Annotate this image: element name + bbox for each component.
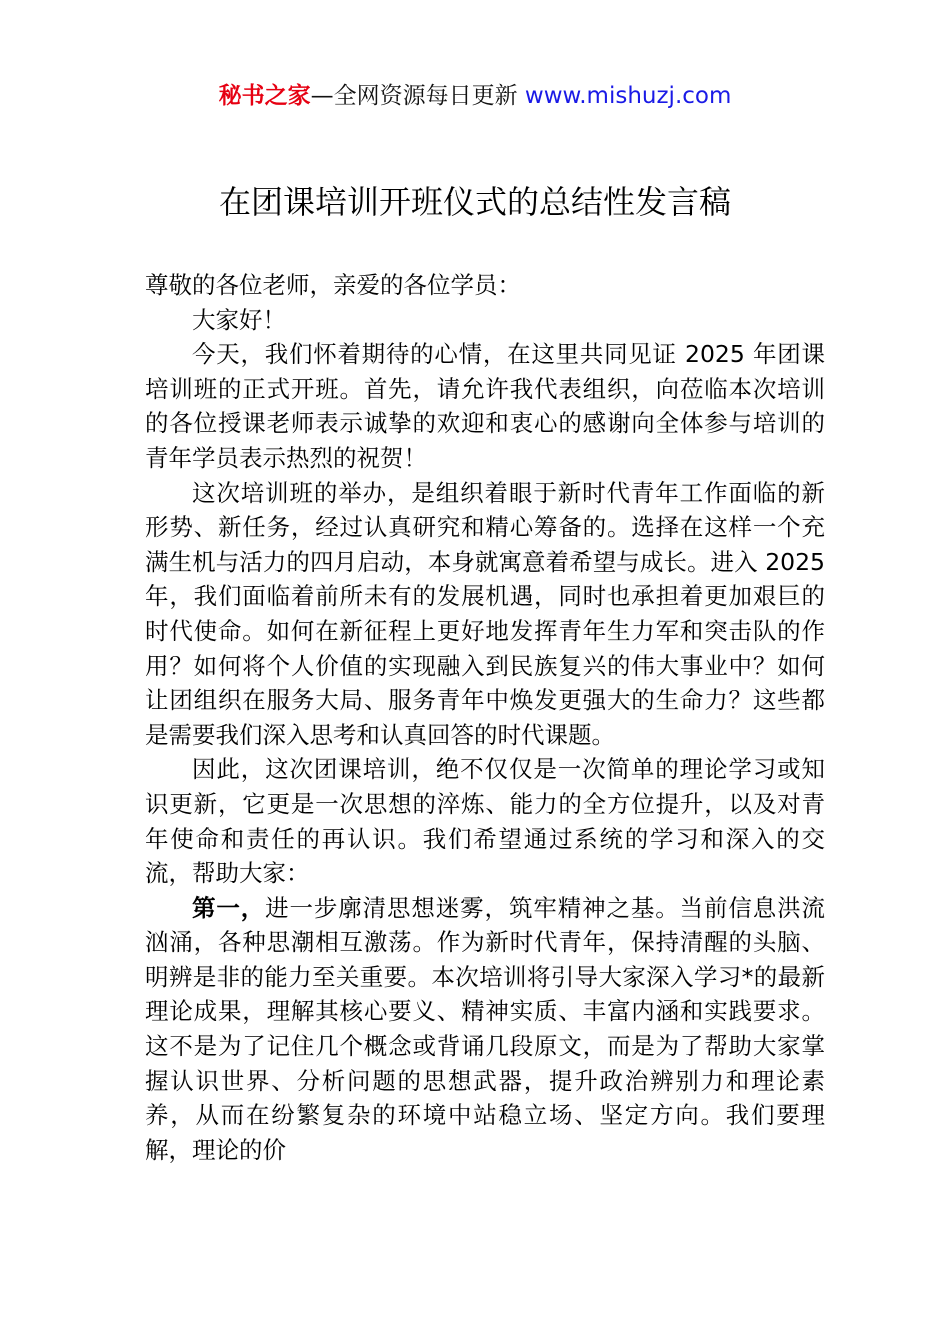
- site-url-link[interactable]: www.mishuzj.com: [524, 83, 732, 109]
- paragraph-background: 这次培训班的举办，是组织着眼于新时代青年工作面临的新形势、新任务，经过认真研究和精心筹备的。选择在这样一个充满生机与活力的四月启动，本身就寓意着希望与成长。进入 2025 年，我们面临着前所未有的发展机遇，同时也承担着更加艰巨的时代使命。如何在新征程上更好地发挥青年生力军和突击队的作用？如何将个人价值的实现融入到民族复兴的伟大事业中？如何让团组织在服务大局、服务青年中焕发更强大的生命力？这些都是需要我们深入思考和认真回答的时代课题。: [145, 478, 825, 749]
- paragraph-point-one: [145, 891, 825, 1168]
- paragraph-opening: 今天，我们怀着期待的心情，在这里共同见证 2025 年团课培训班的正式开班。首先，请允许我代表组织，向莅临本次培训的各位授课老师表示诚挚的欢迎和衷心的感谢向全体参与培训的青年学员表示热烈的祝贺！: [145, 340, 825, 472]
- site-brand: 秘书之家: [218, 83, 311, 109]
- point-one-text: 进一步廓清思想迷雾，筑牢精神之基。当前信息洪流汹涌，各种思潮相互激荡。作为新时代青年，保持清醒的头脑、明辨是非的能力至关重要。本次培训将引导大家深入学习*的最新理论成果，理解其核心要义、精神实质、丰富内涵和实践要求。这不是为了记住几个概念或背诵几段原文，而是为了帮助大家掌握认识世界、分析问题的思想武器，提升政治辨别力和理论素养，从而在纷繁复杂的环境中站稳立场、坚定方向。我们要理解，理论的价: [145, 893, 825, 1164]
- greeting: 大家好！: [192, 305, 286, 334]
- document-body: [145, 268, 825, 1167]
- site-header: [0, 80, 950, 112]
- document-title: 在团课培训开班仪式的总结性发言稿: [218, 183, 731, 221]
- site-tagline: —全网资源每日更新: [310, 83, 525, 109]
- paragraph-purpose: 因此，这次团课培训，绝不仅仅是一次简单的理论学习或知识更新，它更是一次思想的淬炼、能力的全方位提升，以及对青年使命和责任的再认识。我们希望通过系统的学习和深入的交流，帮助大家：: [145, 755, 825, 888]
- salutation: 尊敬的各位老师，亲爱的各位学员：: [145, 271, 521, 299]
- point-one-lead: 第一，: [192, 893, 266, 922]
